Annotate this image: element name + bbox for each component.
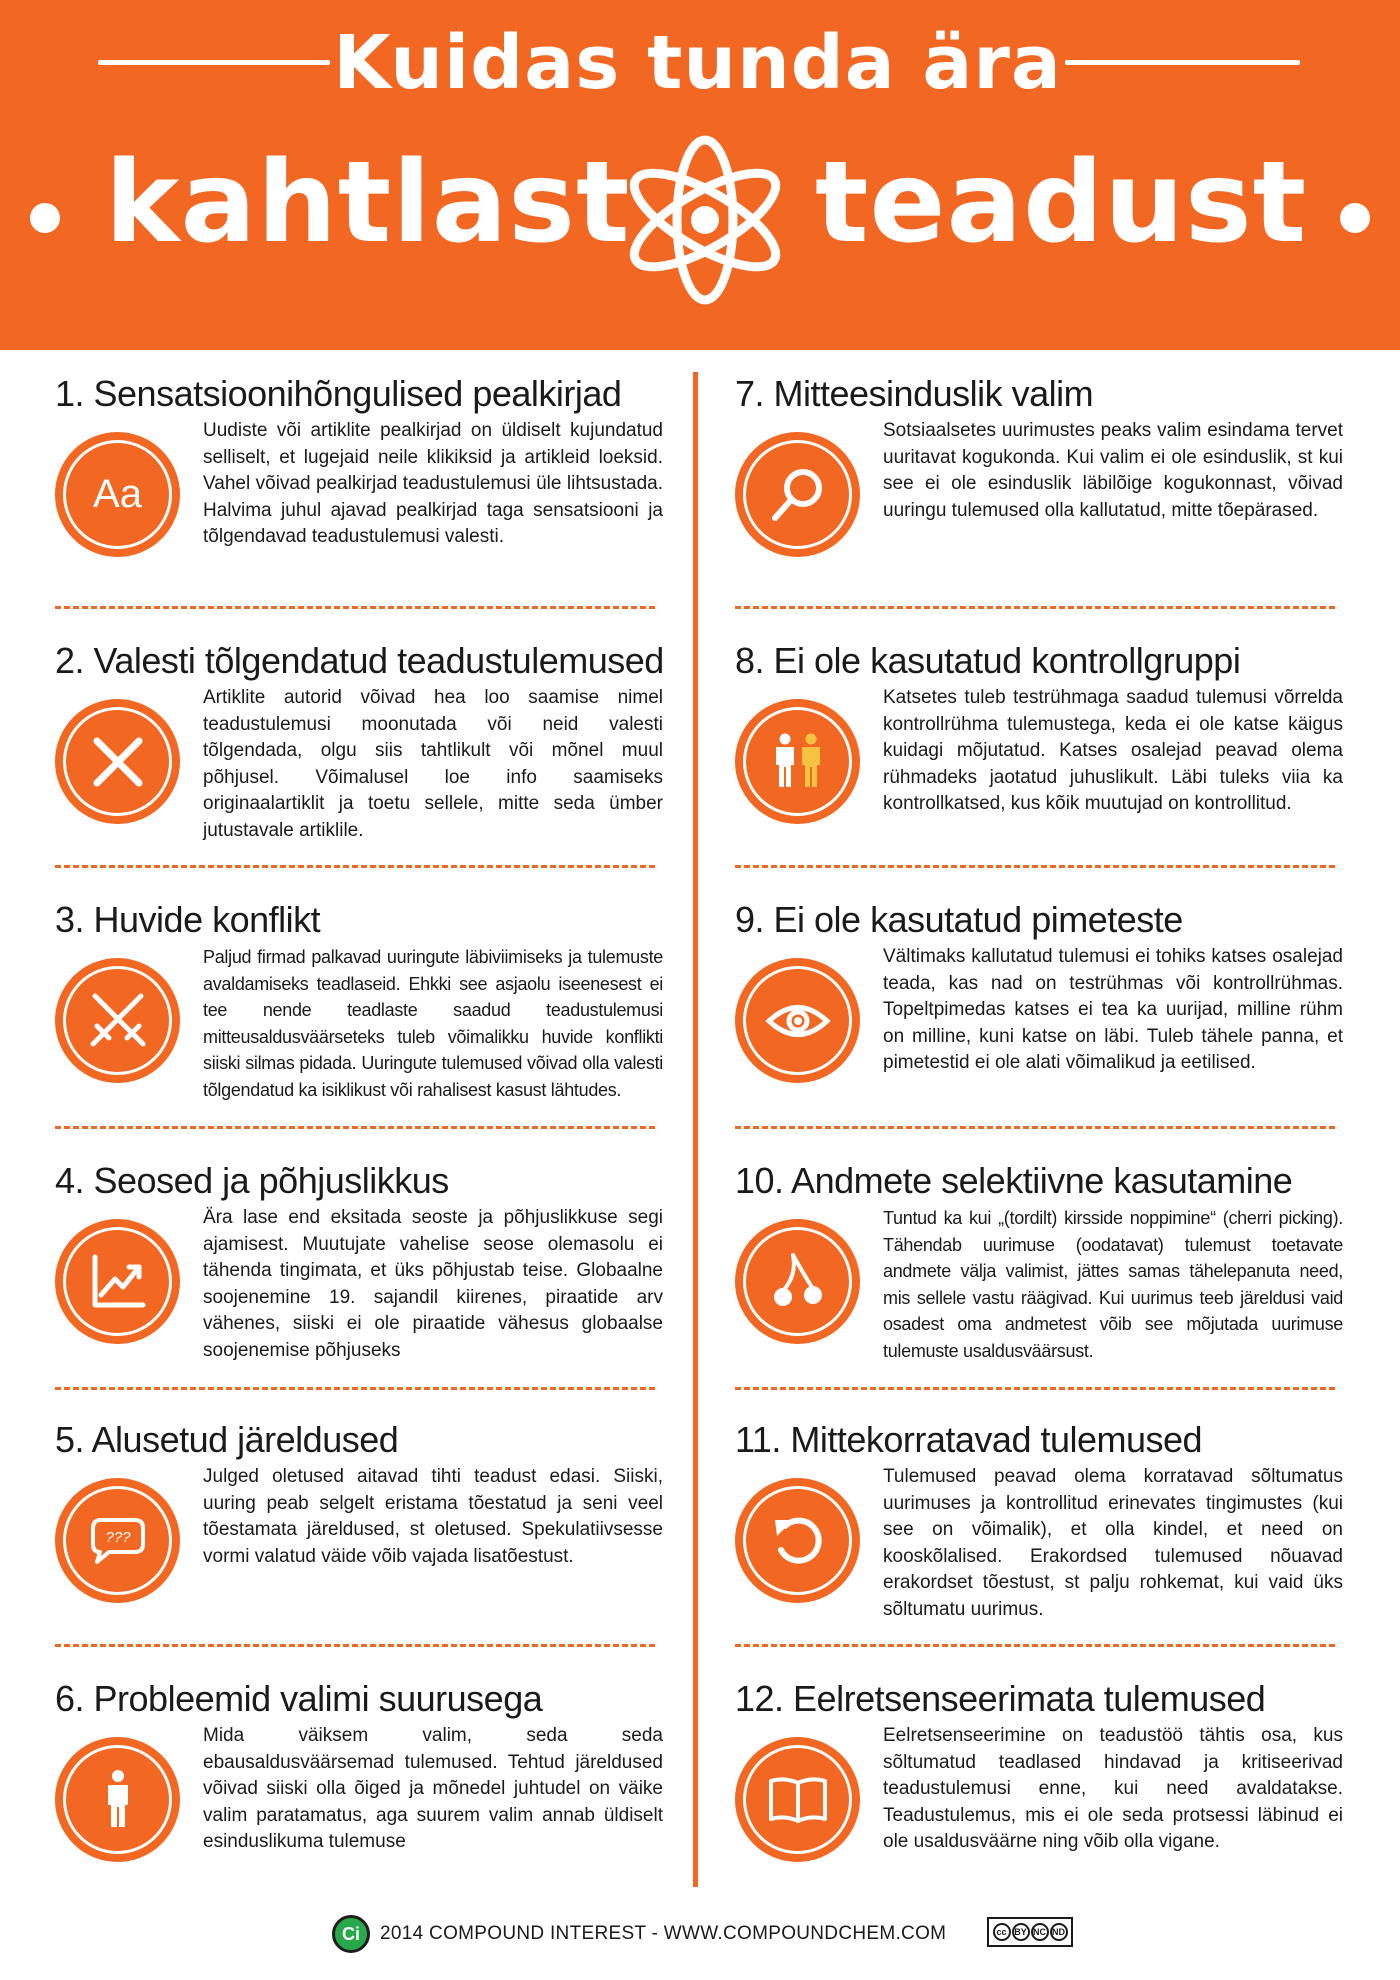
section-text: Vältimaks kallutatud tulemusi ei tohiks katses osalejad teada, kas nad on testrühmas või kontrollrühmas. Topeltpimedas katses ei tea ka uurijad, milline rühm on milline, kuni katse on läbi. Tuleb tähele panna, et pimetestid ei ole alati võimalikud ja eetilised. [883, 946, 1343, 1074]
repeat-arrow-icon [735, 1478, 860, 1603]
section-separator [735, 1644, 1335, 1647]
title-word-left: kahtlast [105, 138, 631, 268]
section-8 [735, 639, 1375, 855]
section-separator [55, 1387, 655, 1390]
section-7 [735, 372, 1375, 588]
compound-interest-logo: Ci [332, 1915, 370, 1953]
section-title: 7. Mitteesinduslik valim [735, 373, 1094, 414]
section-separator [735, 1387, 1335, 1390]
section-4 [55, 1159, 695, 1375]
section-text: Uudiste või artiklite pealkirjad on üldiselt kujundatud selliselt, et lugejaid neile klikiksid ja artikleid loeksid. Vahel võivad pealkirjad teadustulemusi üle lihtsustada. Halvima juhul ajavad pealkirjad taga sensatsiooni ja tõlgendavad teadustulemusi valesti. [203, 420, 663, 548]
section-title: 2. Valesti tõlgendatud teadustulemused [55, 640, 664, 681]
section-title: 3. Huvide konflikt [55, 899, 321, 940]
header-dot-left [30, 203, 60, 233]
crossed-swords-icon [55, 958, 180, 1083]
header-rule-right [1065, 60, 1300, 65]
header-banner [0, 0, 1400, 350]
title-line-1: Kuidas tunda ära [333, 20, 1062, 106]
section-text: Artiklite autorid võivad hea loo saamise nimel teadustulemusi moonutada või neid valesti tõlgendada, olgu siis tahtlikult või mõnel muul põhjusel. Võimalusel loe info saamiseks originaalartiklit ja toetu sellele, mitte seda ümber jutustavale artiklile. [203, 687, 663, 841]
magnifier-icon [735, 432, 860, 557]
eye-icon [735, 958, 860, 1083]
footer-credit: 2014 COMPOUND INTEREST - WWW.COMPOUNDCHEM.COM [380, 1923, 947, 1944]
section-11 [735, 1418, 1375, 1634]
section-text: Mida väiksem valim, seda seda ebausaldusväärsemad tulemused. Tehtud järeldused võivad siiski olla õiged ja mõnedel juhtudel on väike valim paratamatus, aga suurem valim annab üldiselt esinduslikuma tulemuse [203, 1725, 663, 1853]
atom-icon [620, 130, 790, 310]
column-divider [693, 372, 698, 1887]
section-separator [735, 606, 1335, 609]
section-title: 5. Alusetud järeldused [55, 1419, 399, 1460]
section-1 [55, 372, 695, 588]
section-text: Julged oletused aitavad tihti teadust edasi. Siiski, uuring peab selgelt eristama tõestatud ja seni veel tõestamata järeldused, st oletused. Spekulatiivsesse vormi valatud väide võib vajada lisatõestust. [203, 1466, 663, 1567]
section-separator [55, 1126, 655, 1129]
section-title: 11. Mittekorratavad tulemused [735, 1419, 1203, 1460]
section-separator [735, 865, 1335, 868]
section-separator [55, 865, 655, 868]
section-text: Tulemused peavad olema korratavad sõltumatus uurimuses ja kontrollitud erinevates tingimustes (kui see on võimalik), et olla kindel, et need on kooskõlalised. Erakordsed tulemused nõuavad erakordset tõestust, st palju rohkemat, kui vaid üks sõltumatu uurimus. [883, 1466, 1343, 1620]
section-9 [735, 898, 1375, 1114]
section-separator [55, 1644, 655, 1647]
speech-bubble-question-icon [55, 1478, 180, 1603]
section-10 [735, 1159, 1375, 1375]
section-text: Katsetes tuleb testrühmaga saadud tulemusi võrrelda kontrollrühma tulemustega, keda ei ole katse käigus kuidagi mõjutatud. Katses osalejad peavad olema rühmadeks jaotatud juhuslikult. Läbi tuleks viia ka kontrollkatsed, kus kõik muutujad on kontrollitud. [883, 687, 1343, 815]
section-title: 4. Seosed ja põhjuslikkus [55, 1160, 449, 1201]
two-people-icon [735, 699, 860, 824]
section-text: Paljud firmad palkavad uuringute läbiviimiseks ja tulemuste avaldamiseks teadlaseid. Ehkki see asjaolu iseenesest ei tee nende teadlaste saadud teadustulemusi mitteusaldusväärseteks tuleb võimalikku huvide konflikti siiski silmas pidada. Uuringute tulemused võivad olla valesti tõlgendatud ka isiklikust või rahalisest kasust lähtudes. [203, 947, 663, 1100]
svg-text:???: ??? [104, 1528, 131, 1546]
section-title: 8. Ei ole kasutatud kontrollgruppi [735, 640, 1241, 681]
section-text: Ära lase end eksitada seoste ja põhjuslikkuse segi ajamisest. Muutujate vahelise seose olemasolu ei tähenda tingimata, et üks põhjustab teise. Globaalne soojenemine 19. sajandil kiirenes, piraatide arv vähenes, siiski ei ole piraatide vähesus globaalse soojenemise põhjuseks [203, 1207, 663, 1361]
header-rule-left [98, 60, 330, 65]
section-12 [735, 1677, 1375, 1893]
section-separator [55, 606, 655, 609]
footer [0, 1915, 1400, 1965]
creative-commons-license-icon: cc BY NC ND [987, 1917, 1073, 1947]
section-6 [55, 1677, 695, 1893]
section-3 [55, 898, 695, 1114]
header-dot-right [1340, 203, 1370, 233]
cherries-icon [735, 1219, 860, 1344]
section-title: 12. Eelretsenseerimata tulemused [735, 1678, 1266, 1719]
section-title: 9. Ei ole kasutatud pimeteste [735, 899, 1183, 940]
section-title: 10. Andmete selektiivne kasutamine [735, 1160, 1293, 1201]
cross-icon [55, 699, 180, 824]
section-separator [735, 1126, 1335, 1129]
open-book-icon [735, 1737, 860, 1862]
line-chart-icon [55, 1219, 180, 1344]
section-2 [55, 639, 695, 855]
title-word-right: teadust [815, 138, 1308, 268]
section-title: 1. Sensatsioonihõngulised pealkirjad [55, 373, 622, 414]
section-title: 6. Probleemid valimi suurusega [55, 1678, 543, 1719]
text-aa-icon: Aa [55, 432, 180, 557]
section-text: Eelretsenseerimine on teadustöö tähtis osa, kus sõltumatud teadlased hindavad ja kritiseerivad teadustulemusi enne, kui need avaldatakse. Teadustulemus, mis ei ole seda protsessi läbinud ei ole usaldusväärne ning võib olla vigane. [883, 1725, 1343, 1853]
section-text: Sotsiaalsetes uurimustes peaks valim esindama tervet uuritavat kogukonda. Kui valim ei ole esinduslik, st kui see ei ole esinduslik läbilõige kogukonnast, võivad uuringu tulemused olla kallutatud, mitte tõepärased. [883, 420, 1343, 521]
section-5 [55, 1418, 695, 1634]
section-text: Tuntud ka kui „(tordilt) kirsside noppimine“ (cherri picking). Tähendab uurimuse (oodatavat) tulemust toetavate andmete välja valimist, jättes samas tähelepanuta need, mis sellele vastu räägivad. Kui uurimus teeb järeldusi vaid osadest oma andmetest võib see mõjutada uurimuse tulemuste usaldusväärsust. [883, 1208, 1343, 1361]
person-icon [55, 1737, 180, 1862]
